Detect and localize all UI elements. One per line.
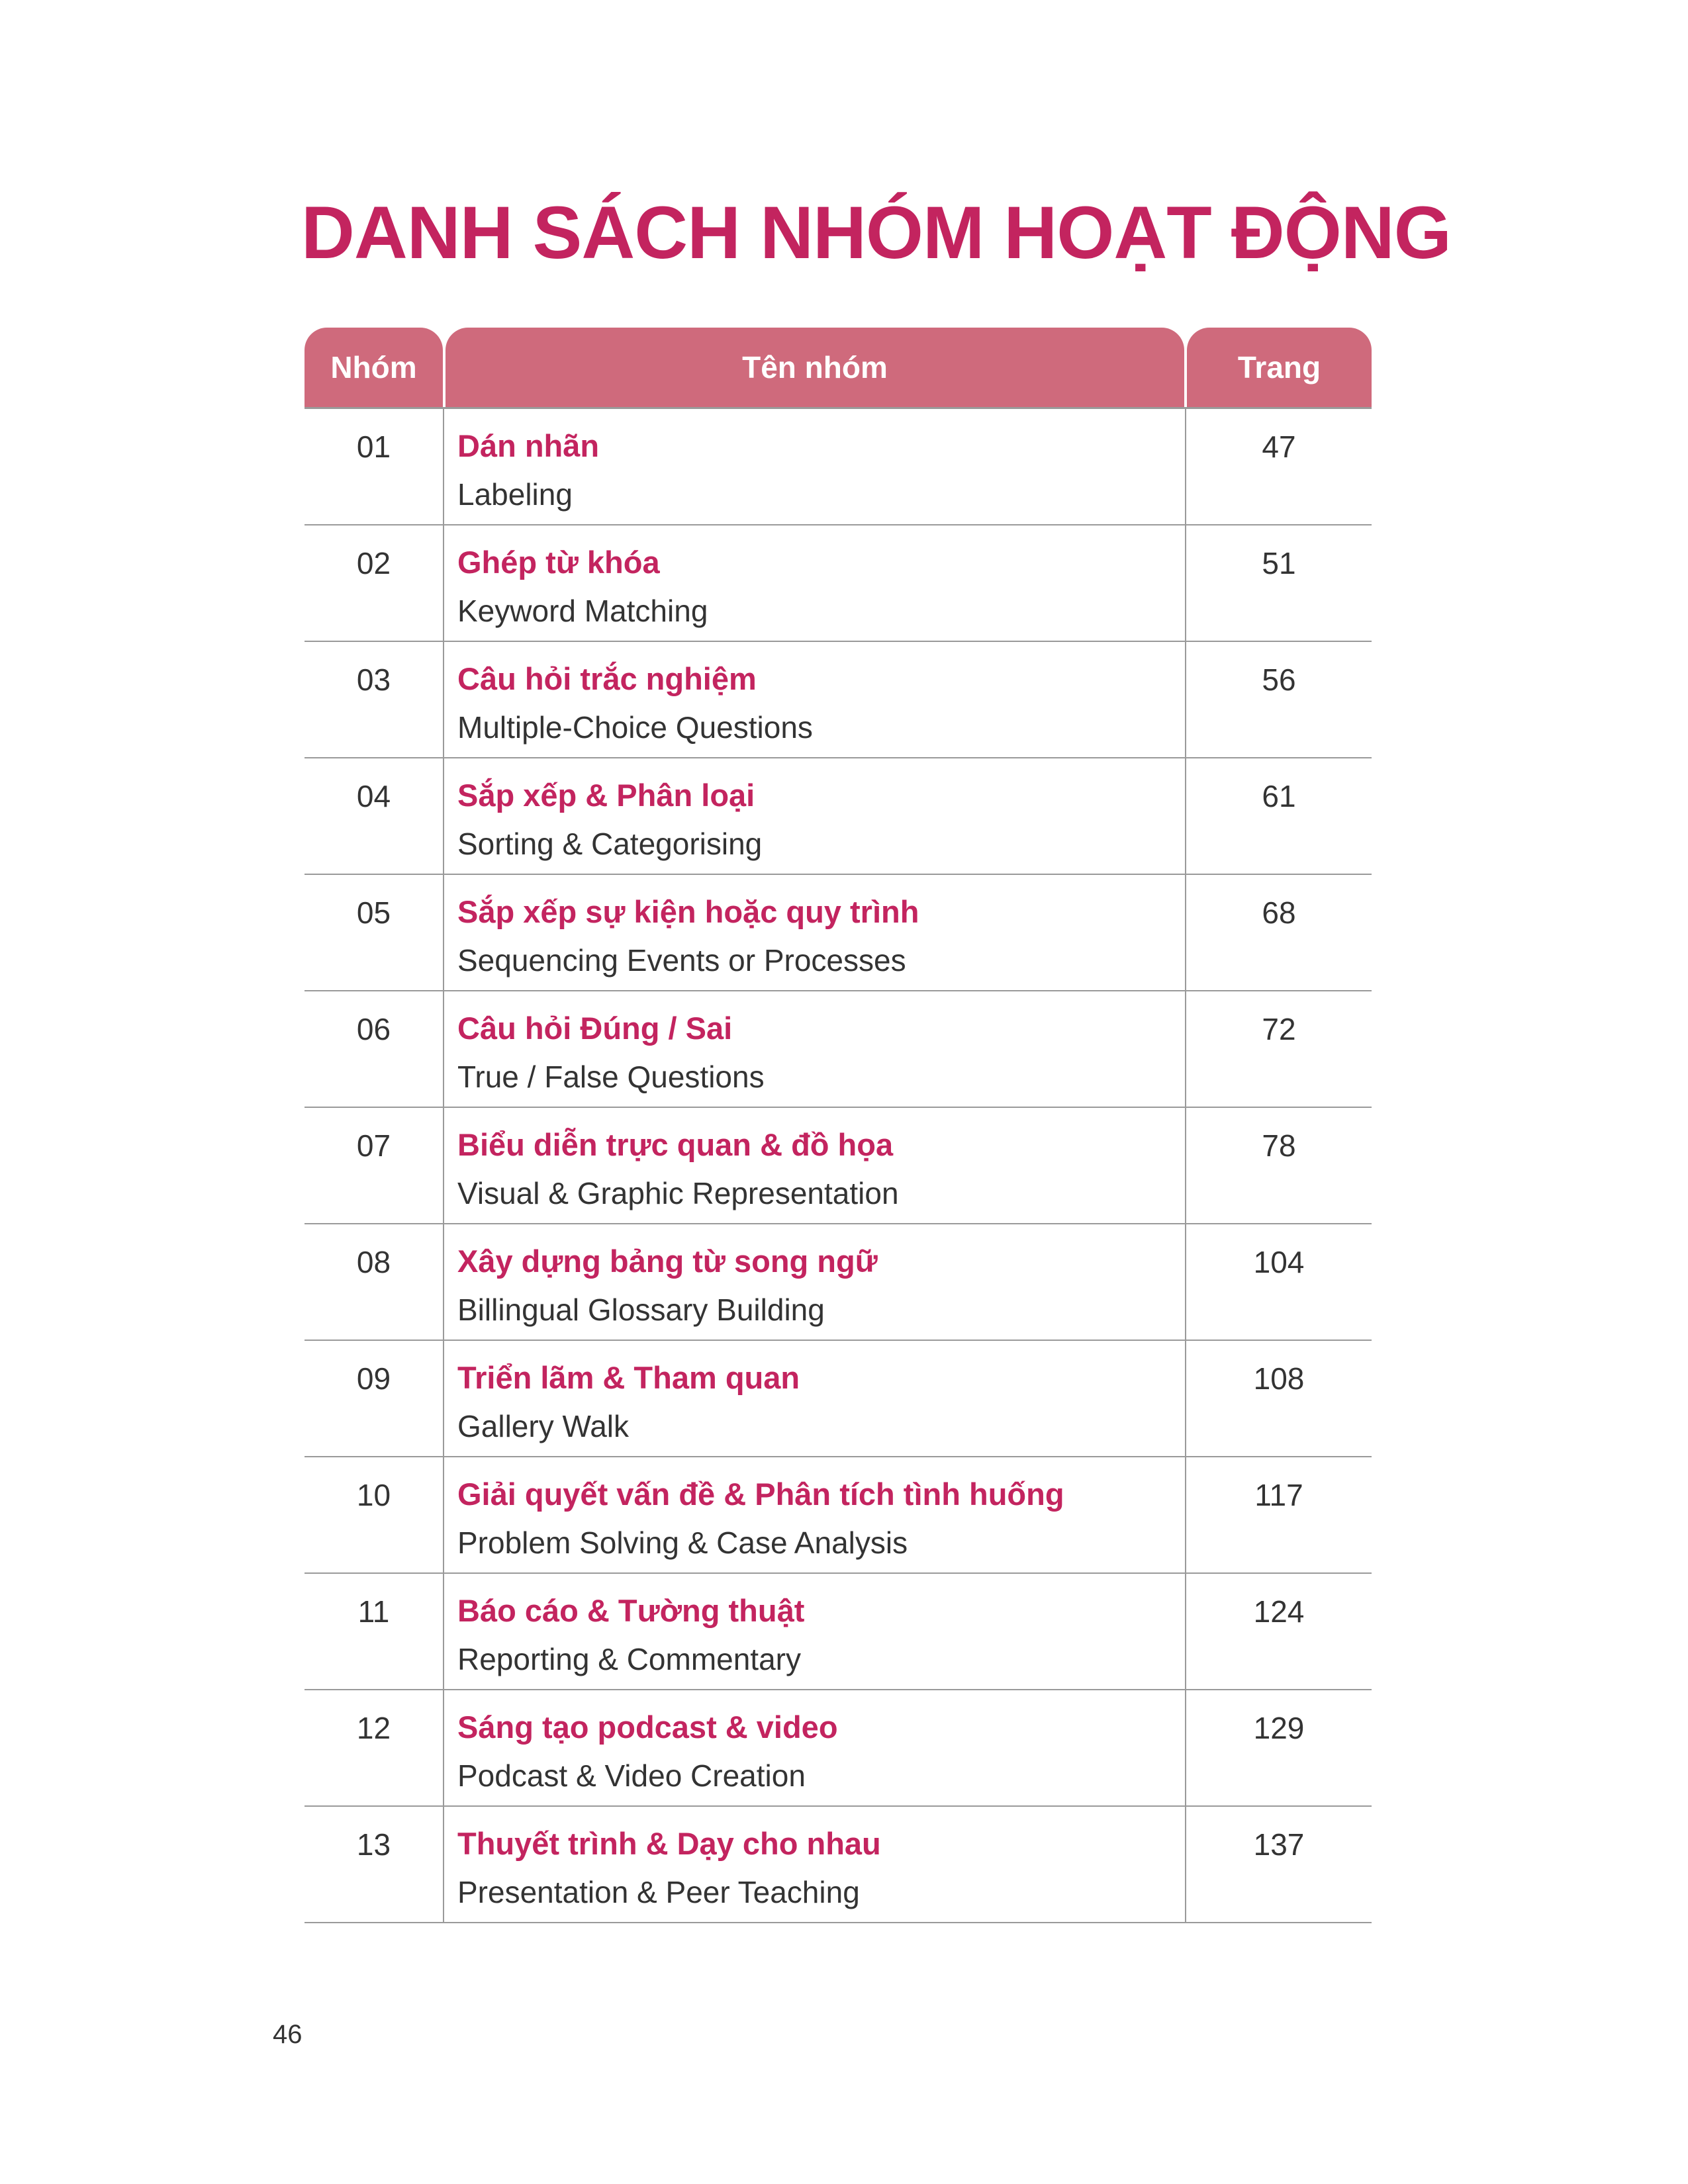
group-name-english: Visual & Graphic Representation <box>457 1175 899 1210</box>
table-row <box>305 642 1372 758</box>
group-name-cell <box>444 525 1186 641</box>
table-row <box>305 1341 1372 1457</box>
group-page: 104 <box>1253 1245 1305 1279</box>
table-row <box>305 1224 1372 1341</box>
header-name: Tên nhóm <box>445 328 1184 407</box>
table-row <box>305 758 1372 875</box>
group-name-english: Keyword Matching <box>457 593 708 628</box>
group-page: 78 <box>1262 1128 1296 1163</box>
group-name-vietnamese: Sắp xếp sự kiện hoặc quy trình <box>457 894 919 929</box>
table-row <box>305 1108 1372 1224</box>
group-name-vietnamese: Báo cáo & Tường thuật <box>457 1593 805 1628</box>
group-name-cell <box>444 758 1186 874</box>
group-page: 129 <box>1253 1711 1305 1745</box>
group-name-cell <box>444 1457 1186 1572</box>
group-name-vietnamese: Ghép từ khóa <box>457 545 660 580</box>
group-page: 108 <box>1253 1361 1305 1396</box>
header-group: Nhóm <box>305 328 443 407</box>
table-row <box>305 409 1372 525</box>
group-page: 51 <box>1262 546 1296 580</box>
table-row <box>305 1457 1372 1574</box>
group-name-english: Labeling <box>457 477 573 512</box>
group-name-english: Problem Solving & Case Analysis <box>457 1525 908 1560</box>
group-name-cell <box>444 1807 1186 1922</box>
group-number: 06 <box>305 991 444 1107</box>
group-name-cell <box>444 1224 1186 1340</box>
table-row <box>305 1690 1372 1807</box>
group-name-vietnamese: Sắp xếp & Phân loại <box>457 778 755 813</box>
group-number: 09 <box>305 1341 444 1456</box>
group-name-cell <box>444 991 1186 1107</box>
group-name-english: Reporting & Commentary <box>457 1641 801 1676</box>
group-number: 10 <box>305 1457 444 1572</box>
group-page: 47 <box>1262 430 1296 464</box>
group-name-vietnamese: Biểu diễn trực quan & đồ họa <box>457 1127 894 1162</box>
group-number: 12 <box>305 1690 444 1805</box>
group-number: 13 <box>305 1807 444 1922</box>
group-name-english: Presentation & Peer Teaching <box>457 1874 860 1909</box>
group-number: 03 <box>305 642 444 757</box>
page-number: 46 <box>273 2020 303 2049</box>
group-name-vietnamese: Câu hỏi Đúng / Sai <box>457 1011 733 1046</box>
group-name-english: Gallery Walk <box>457 1408 629 1443</box>
table-header-row <box>305 328 1372 407</box>
table-row <box>305 525 1372 642</box>
group-name-vietnamese: Thuyết trình & Dạy cho nhau <box>457 1826 881 1861</box>
group-name-english: Billingual Glossary Building <box>457 1292 825 1327</box>
group-page: 137 <box>1253 1827 1305 1862</box>
table-row <box>305 1807 1372 1923</box>
group-name-english: Sorting & Categorising <box>457 826 763 861</box>
group-page: 56 <box>1262 662 1296 697</box>
group-number: 05 <box>305 875 444 990</box>
group-name-vietnamese: Triển lãm & Tham quan <box>457 1360 800 1395</box>
group-number: 01 <box>305 409 444 524</box>
group-page: 68 <box>1262 895 1296 930</box>
group-number: 07 <box>305 1108 444 1223</box>
group-number: 08 <box>305 1224 444 1340</box>
group-name-cell <box>444 409 1186 524</box>
group-page: 117 <box>1254 1478 1303 1512</box>
group-name-vietnamese: Giải quyết vấn đề & Phân tích tình huống <box>457 1477 1064 1512</box>
group-name-cell <box>444 1690 1186 1805</box>
group-name-cell <box>444 1574 1186 1689</box>
group-number: 02 <box>305 525 444 641</box>
group-name-english: True / False Questions <box>457 1059 765 1094</box>
group-name-vietnamese: Dán nhãn <box>457 428 600 463</box>
group-number: 11 <box>305 1574 444 1689</box>
header-page: Trang <box>1187 328 1372 407</box>
group-page: 124 <box>1253 1594 1305 1629</box>
group-name-cell <box>444 1108 1186 1223</box>
table-row <box>305 1574 1372 1690</box>
group-name-cell <box>444 1341 1186 1456</box>
group-number: 04 <box>305 758 444 874</box>
group-name-english: Sequencing Events or Processes <box>457 942 906 978</box>
group-name-english: Multiple-Choice Questions <box>457 709 813 745</box>
group-name-cell <box>444 642 1186 757</box>
group-name-vietnamese: Xây dựng bảng từ song ngữ <box>457 1244 878 1279</box>
table-row <box>305 991 1372 1108</box>
group-page: 61 <box>1262 779 1296 813</box>
activity-group-table <box>305 328 1372 1923</box>
table-body <box>305 409 1372 1923</box>
table-row <box>305 875 1372 991</box>
group-page: 72 <box>1262 1012 1296 1046</box>
page-title: DANH SÁCH NHÓM HOẠT ĐỘNG <box>301 191 1451 274</box>
group-name-english: Podcast & Video Creation <box>457 1758 806 1793</box>
group-name-cell <box>444 875 1186 990</box>
group-name-vietnamese: Câu hỏi trắc nghiệm <box>457 661 757 696</box>
group-name-vietnamese: Sáng tạo podcast & video <box>457 1709 838 1745</box>
